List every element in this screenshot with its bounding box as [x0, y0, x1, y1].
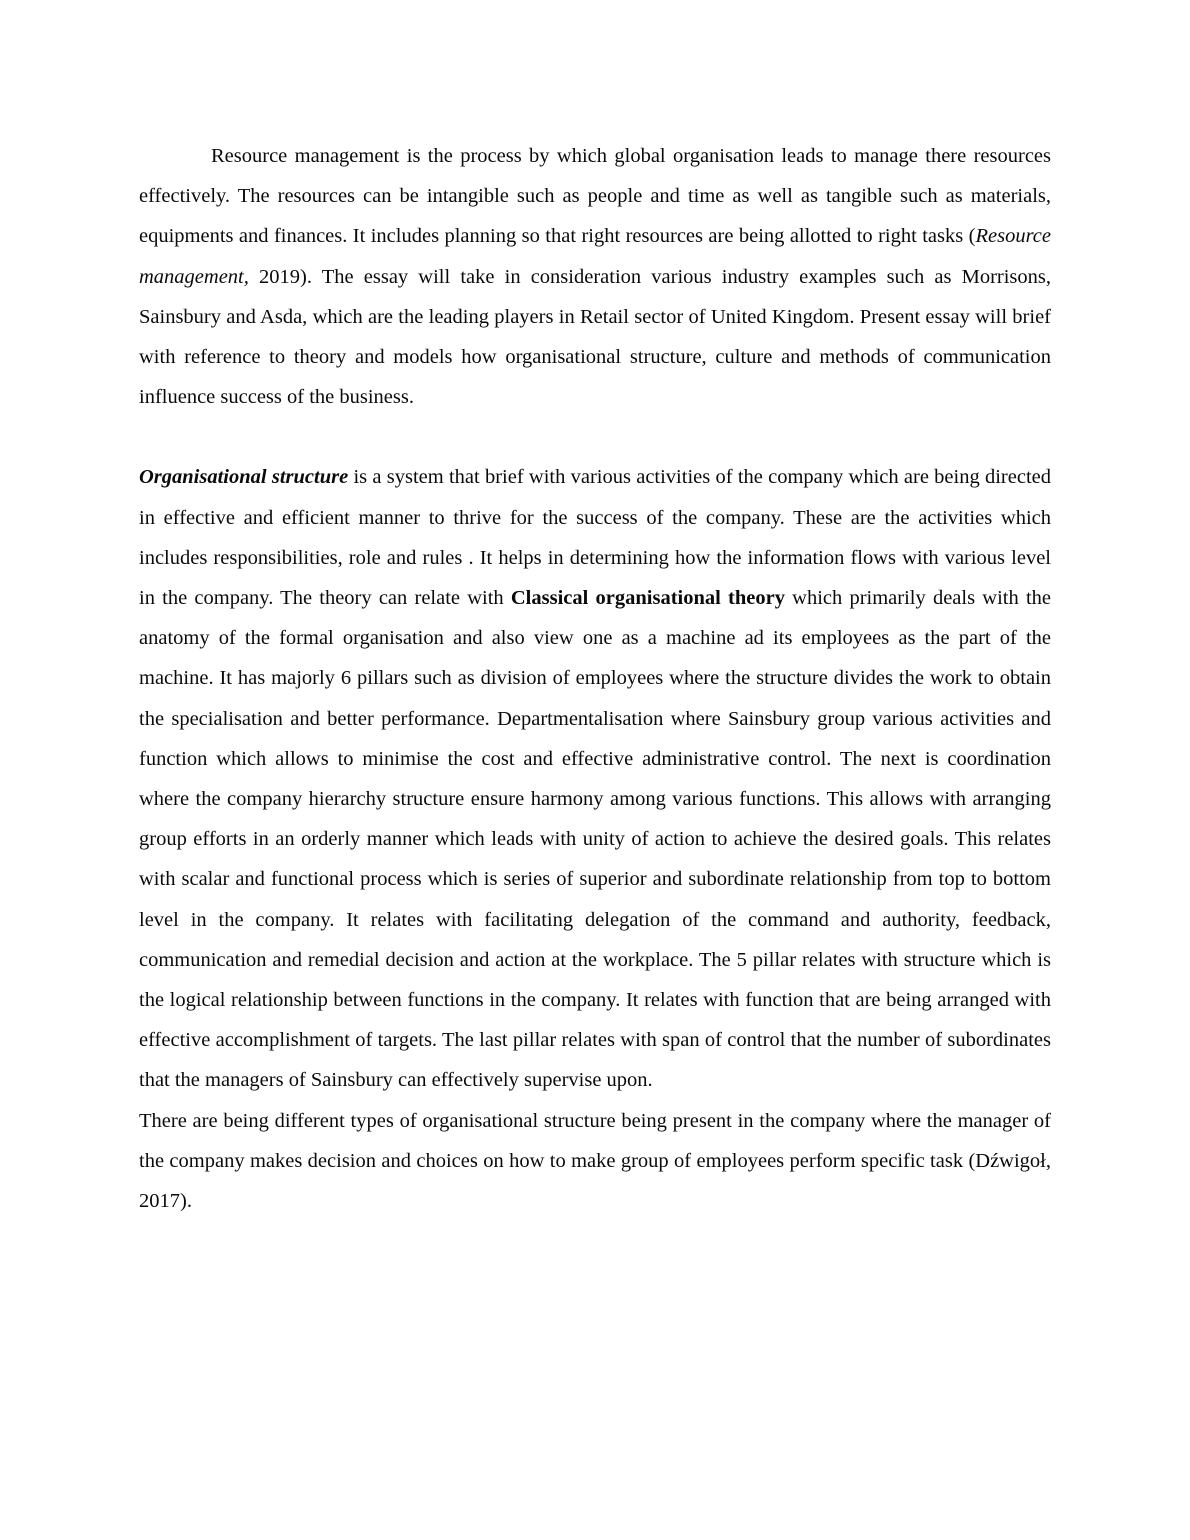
term-organisational-structure: Organisational structure: [139, 466, 349, 489]
text-run: There are being different types of organisational structure being present in the company where the manager of the company makes decision and choices on how to make group of employees perform specific task (Dźwigoł, 2017).: [139, 1109, 1051, 1213]
text-run: 2019). The essay will take in consideration various industry examples such as Morrisons, Sainsbury and Asda, which are the leading players in Retail sector of United Kingdom. Present essay will brief with reference to theory and models how organisational structure, culture and methods of communication influence success of the business.: [139, 265, 1051, 409]
paragraph-types-of-structure: [139, 1101, 1051, 1222]
paragraph-organisational-structure: [139, 457, 1051, 1100]
term-classical-organisational-theory: Classical organisational theory: [510, 587, 785, 610]
paragraph-intro: [139, 136, 1051, 417]
citation-title-italic: Resource management,: [139, 225, 1051, 288]
text-run: which primarily deals with the anatomy of the formal organisation and also view one as a machine ad its employees as the part of the machine. It has majorly 6 pillars such as division of employees where the structure divides the work to obtain the specialisation and better performance. Departmentalisation where Sainsbury group various activities and function which allows to minimise the cost and effective administrative control. The next is coordination where the company hierarchy structure ensure harmony among various functions. This allows with arranging group efforts in an orderly manner which leads with unity of action to achieve the desired goals. This relates with scalar and functional process which is series of superior and subordinate relationship from top to bottom level in the company. It relates with facilitating delegation of the command and authority, feedback, communication and remedial decision and action at the workplace. The 5 pillar relates with structure which is the logical relationship between functions in the company. It relates with function that are being arranged with effective accomplishment of targets. The last pillar relates with span of control that the number of subordinates that the managers of Sainsbury can effectively supervise upon.: [139, 587, 1051, 1092]
document-body: [139, 136, 1051, 1221]
text-run: Resource management is the process by which global organisation leads to manage there resources effectively. The resources can be intangible such as people and time as well as tangible such as materials, equipments and finances. It includes planning so that right resources are being allotted to right tasks (: [139, 145, 1051, 248]
paragraph-spacer: [139, 417, 1051, 457]
text-run: is a system that brief with various activities of the company which are being directed in effective and efficient manner to thrive for the success of the company. These are the activities which includes responsibilities, role and rules . It helps in determining how the information flows with various level in the company. The theory can relate with: [139, 466, 1051, 610]
